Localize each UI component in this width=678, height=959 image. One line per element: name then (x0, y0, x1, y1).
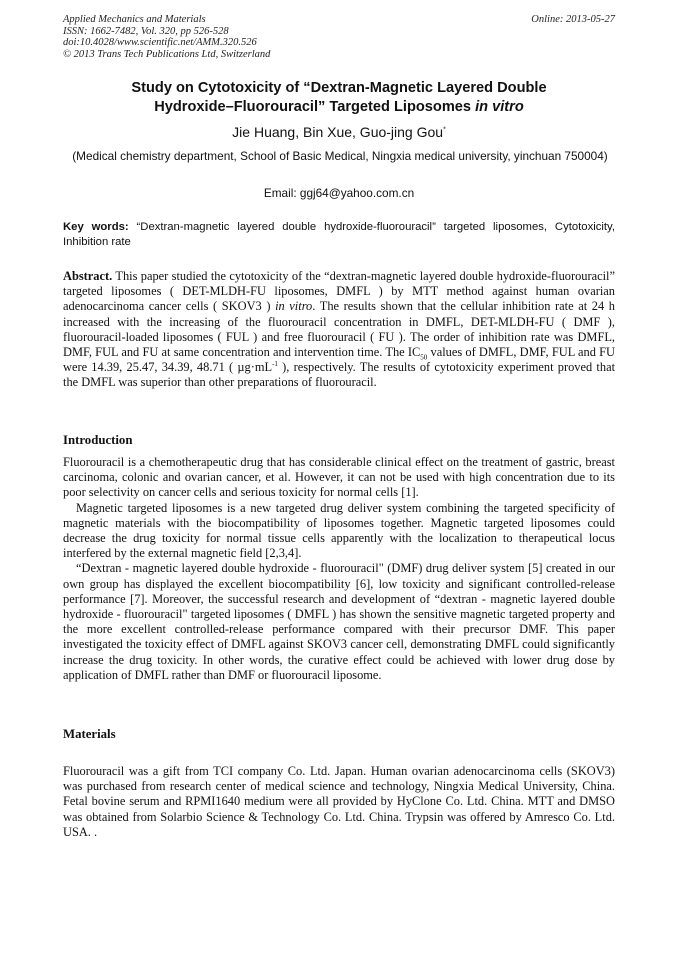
corresponding-author-mark: * (443, 126, 446, 134)
copyright-line: © 2013 Trans Tech Publications Ltd, Switzerland (63, 48, 271, 60)
abstract-subscript: 50 (420, 353, 428, 362)
doi-line: doi:10.4028/www.scientific.net/AMM.320.526 (63, 37, 257, 49)
journal-header (63, 14, 615, 60)
abstract-text-4: ), respectively. The results of cytotoxicity experiment proved that the DMFL was superior than other preparations of fluorouracil. (63, 360, 616, 390)
issn-line: ISSN: 1662-7482, Vol. 320, pp 526-528 (63, 25, 229, 37)
journal-name: Applied Mechanics and Materials (63, 14, 206, 25)
paper-title (60, 79, 618, 116)
title-line-2-main: Hydroxide–Fluorouracil” Targeted Liposomes (154, 98, 476, 115)
introduction-body (63, 455, 615, 683)
introduction-paragraph-1: Fluorouracil is a chemotherapeutic drug that has considerable clinical effect on the treatment of gastric, breast carcinoma, colonic and ovarian cancer, et al. However, it can not be used with high concentration due to its poor selectivity on cancer cells and serious toxicity for normal cells [1]. (63, 455, 615, 500)
introduction-paragraph-3: “Dextran - magnetic layered double hydroxide - fluorouracil" (DMF) drug deliver system [5] created in our own group has displayed the excellent biocompatibility [6], low toxicity and significant controlled-release performance [7]. Moreover, the successful research and development of “dextran - magnetic layered double hydroxide - fluorouracil" targeted liposomes ( DMFL ) has shown the sensitive magnetic targeted property and the more excellent controlled-release performance compared with their precursor DMF. This paper investigated the toxicity effect of DMFL against SKOV3 cancer cell, demonstrating DMFL could significantly increase the drug toxicity. In other words, the curative effect could be achieved with lower drug dose by application of DMFL rather than DMF or fluorouracil liposome. (63, 561, 615, 682)
abstract-block (63, 269, 615, 391)
title-line-2-italic: in vitro (475, 98, 524, 115)
abstract-text-2: . The results shown that the cellular inhibition rate at 24 h increased with the increasing of the fluorouracil concentration in DMFL, DET-MLDH-FU ( DMF ), fluorouracil-loaded liposomes ( FUL ) and free fluorouracil ( FU ). The order of inhibition rate was DMFL, DMF, FUL and FU at same concentration and intervention time. The IC (63, 299, 615, 360)
materials-body (63, 764, 615, 840)
author-names: Jie Huang, Bin Xue, Guo-jing Gou (232, 124, 444, 140)
keywords-text: “Dextran-magnetic layered double hydroxide-fluorouracil” targeted liposomes, Cytotoxicity, Inhibition rate (63, 221, 615, 248)
introduction-paragraph-2: Magnetic targeted liposomes is a new targeted drug deliver system combining the targeted specificity of magnetic materials with the biocompatibility of liposomes together. Magnetic targeted liposomes could decrease the drug toxicity for normal tissue cells apparently with the localization to therapeutical locus interfered by the external magnetic field [2,3,4]. (63, 500, 615, 561)
abstract-superscript: -1 (272, 360, 278, 369)
title-line-1: Study on Cytotoxicity of “Dextran-Magnetic Layered Double (131, 80, 547, 96)
materials-heading: Materials (63, 727, 116, 741)
title-line-2 (60, 98, 618, 117)
materials-paragraph-1: Fluorouracil was a gift from TCI company Co. Ltd. Japan. Human ovarian adenocarcinoma cells (SKOV3) was purchased from research center of medical science and technology, Ningxia Medical University, China. Fetal bovine serum and RPMI1640 medium were all provided by HyClone Co. Ltd. China. MTT and DMSO was obtained from Solarbio Science & Technology Co. Ltd. China. Trypsin was offered by Amresco Co. Ltd. USA. . (63, 764, 615, 839)
online-date: Online: 2013-05-27 (531, 14, 615, 25)
author-list (60, 123, 618, 141)
author-email: Email: ggj64@yahoo.com.cn (263, 186, 415, 200)
abstract-label: Abstract. (63, 269, 113, 283)
abstract-text-3: values of DMFL, DMF, FUL and FU were 14.39, 25.47, 34.39, 48.71 ( µg·mL (63, 345, 616, 375)
abstract-text-1: This paper studied the cytotoxicity of the “dextran-magnetic layered double hydroxide-fluorouracil” targeted liposomes ( DET-MLDH-FU liposomes, DMFL ) by MTT method against human ovarian adenocarcinoma cancer cells ( SKOV3 ) (63, 269, 615, 314)
introduction-heading: Introduction (63, 433, 133, 447)
abstract-italic: in vitro (275, 299, 313, 314)
keywords-block (63, 220, 615, 250)
keywords-label: Key words: (63, 221, 129, 233)
affiliation: (Medical chemistry department, School of Basic Medical, Ningxia medical university, yinchuan 750004) (72, 149, 608, 163)
